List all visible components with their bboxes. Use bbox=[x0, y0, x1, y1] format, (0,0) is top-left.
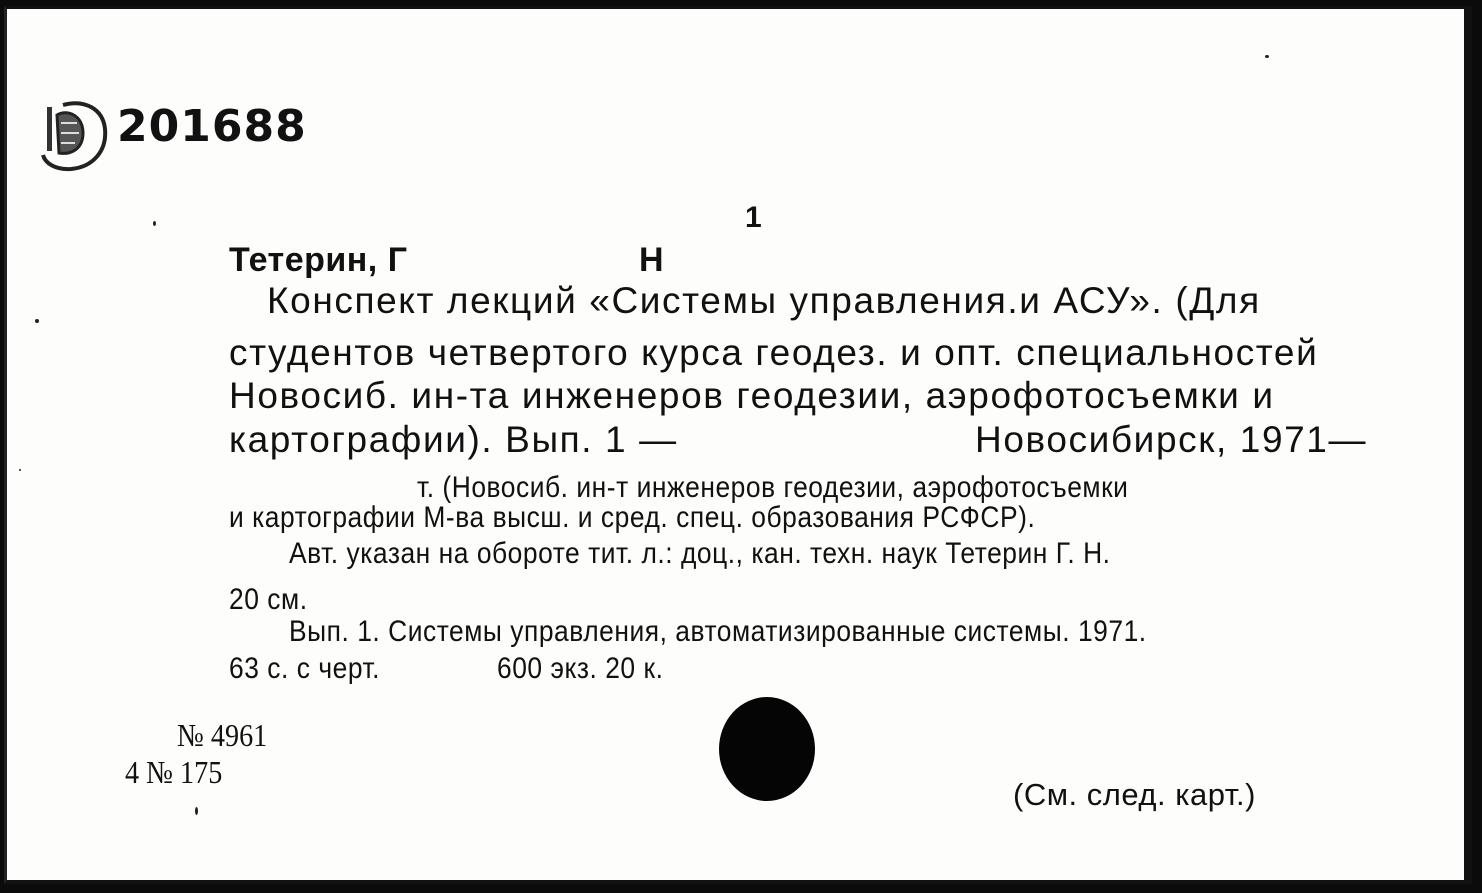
title-line-2: студентов четвертого курса геодез. и опт. специальностей bbox=[229, 332, 1319, 373]
author-note: Авт. указан на обороте тит. л.: доц., кан. техн. наук Тетерин Г. Н. bbox=[289, 537, 1111, 570]
title-line-1: Конспект лекций «Системы управления.и АСУ». (Для bbox=[267, 280, 1261, 321]
publisher-line-1: т. (Новосиб. ин-т инженеров геодезии, аэрофотосъемки bbox=[417, 471, 1129, 504]
volume-line-1: Вып. 1. Системы управления, автоматизированные системы. 1971. bbox=[289, 615, 1147, 648]
continued-note: (См. след. карт.) bbox=[1013, 777, 1256, 812]
speck bbox=[195, 807, 198, 815]
title-line-4-right: Новосибирск, 1971— bbox=[975, 419, 1368, 460]
author-initial: Н bbox=[639, 241, 664, 279]
speck bbox=[1265, 55, 1269, 58]
speck bbox=[19, 469, 21, 471]
volume-line-2-pages: 63 с. с черт. bbox=[229, 652, 381, 685]
catalog-card bbox=[4, 6, 1472, 884]
volume-line-2-copies: 600 экз. 20 к. bbox=[497, 652, 664, 685]
speck bbox=[35, 319, 39, 323]
record-number-2: 4 № 175 bbox=[125, 754, 223, 790]
library-stamp-icon bbox=[33, 93, 111, 175]
record-number-1: № 4961 bbox=[177, 717, 268, 753]
title-line-3: Новосиб. ин-та инженеров геодезии, аэрофотосъемки и bbox=[229, 375, 1275, 416]
title-line-4-left: картографии). Вып. 1 — bbox=[229, 419, 678, 460]
stamp-number: 201688 bbox=[117, 101, 307, 152]
punch-hole bbox=[719, 697, 815, 801]
size-note: 20 см. bbox=[229, 583, 308, 616]
publisher-line-2: и картографии М-ва высш. и сред. спец. образования РСФСР). bbox=[229, 501, 1036, 534]
speck bbox=[153, 221, 156, 226]
author-name: Тетерин, Г bbox=[229, 241, 408, 279]
volume-mark: 1 bbox=[745, 201, 762, 234]
